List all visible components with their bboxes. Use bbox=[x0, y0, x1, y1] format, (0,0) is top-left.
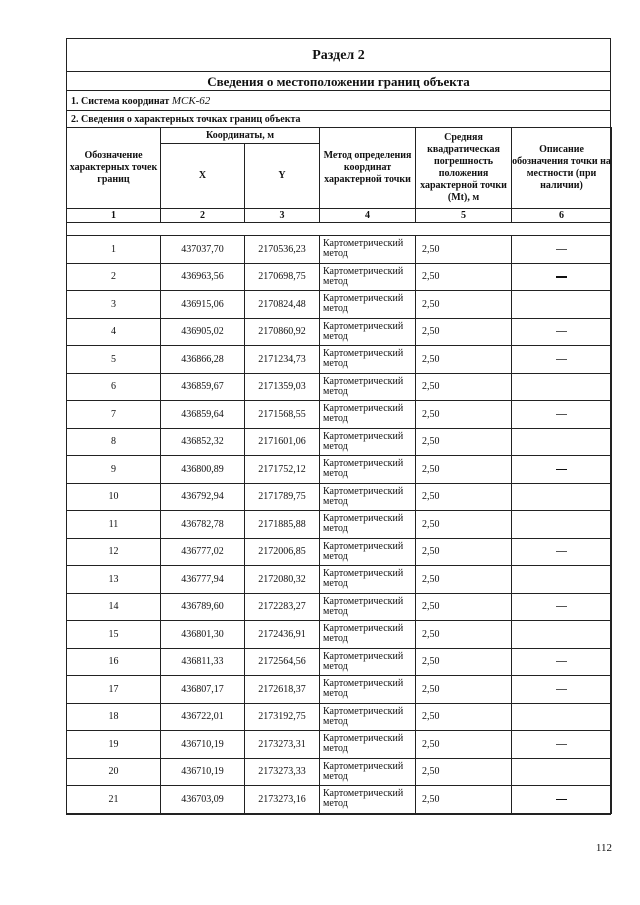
point-number: 17 bbox=[67, 676, 161, 704]
table-row bbox=[67, 263, 612, 291]
coord-y: 2171234,73 bbox=[245, 346, 320, 374]
error-cell: 2,50 bbox=[416, 648, 512, 676]
point-number: 5 bbox=[67, 346, 161, 374]
point-number: 19 bbox=[67, 731, 161, 759]
dash-mark bbox=[556, 414, 567, 415]
table-row bbox=[67, 401, 612, 429]
description-cell bbox=[512, 786, 612, 814]
dash-mark bbox=[556, 469, 567, 471]
section-title: Раздел 2 bbox=[67, 39, 610, 72]
description-cell bbox=[512, 511, 612, 539]
description-cell bbox=[512, 566, 612, 594]
coord-x: 436789,60 bbox=[161, 593, 245, 621]
method-cell: Картометрический метод bbox=[320, 236, 416, 264]
error-cell: 2,50 bbox=[416, 318, 512, 346]
point-number: 15 bbox=[67, 621, 161, 649]
coord-y: 2172080,32 bbox=[245, 566, 320, 594]
coord-system-value: МСК-62 bbox=[171, 95, 211, 107]
coord-x: 436801,30 bbox=[161, 621, 245, 649]
method-cell: Картометрический метод bbox=[320, 703, 416, 731]
description-cell bbox=[512, 731, 612, 759]
error-cell: 2,50 bbox=[416, 703, 512, 731]
header-y: Y bbox=[245, 144, 320, 209]
dash-mark bbox=[556, 331, 567, 332]
description-cell bbox=[512, 428, 612, 456]
method-cell: Картометрический метод bbox=[320, 401, 416, 429]
table-row bbox=[67, 538, 612, 566]
coord-y: 2171568,55 bbox=[245, 401, 320, 429]
description-cell bbox=[512, 236, 612, 264]
col-number-4: 4 bbox=[320, 209, 416, 223]
description-cell bbox=[512, 648, 612, 676]
error-cell: 2,50 bbox=[416, 483, 512, 511]
point-number: 12 bbox=[67, 538, 161, 566]
method-cell: Картометрический метод bbox=[320, 318, 416, 346]
method-cell: Картометрический метод bbox=[320, 731, 416, 759]
point-number: 1 bbox=[67, 236, 161, 264]
coord-x: 436800,89 bbox=[161, 456, 245, 484]
method-cell: Картометрический метод bbox=[320, 566, 416, 594]
page-number: 112 bbox=[595, 842, 612, 854]
description-cell bbox=[512, 456, 612, 484]
coord-y: 2171601,06 bbox=[245, 428, 320, 456]
method-cell: Картометрический метод bbox=[320, 648, 416, 676]
coord-x: 436859,67 bbox=[161, 373, 245, 401]
coord-x: 436859,64 bbox=[161, 401, 245, 429]
coord-y: 2173273,33 bbox=[245, 758, 320, 786]
method-cell: Картометрический метод bbox=[320, 263, 416, 291]
method-cell: Картометрический метод bbox=[320, 511, 416, 539]
description-cell bbox=[512, 538, 612, 566]
coord-x: 436915,06 bbox=[161, 291, 245, 319]
point-number: 20 bbox=[67, 758, 161, 786]
coord-y: 2172564,56 bbox=[245, 648, 320, 676]
description-cell bbox=[512, 758, 612, 786]
method-cell: Картометрический метод bbox=[320, 373, 416, 401]
method-cell: Картометрический метод bbox=[320, 428, 416, 456]
col-number-3: 3 bbox=[245, 209, 320, 223]
table-row bbox=[67, 758, 612, 786]
dash-mark bbox=[556, 359, 567, 360]
coord-y: 2173192,75 bbox=[245, 703, 320, 731]
error-cell: 2,50 bbox=[416, 401, 512, 429]
points-table bbox=[66, 127, 612, 814]
table-row bbox=[67, 483, 612, 511]
coord-x: 437037,70 bbox=[161, 236, 245, 264]
error-cell: 2,50 bbox=[416, 731, 512, 759]
error-cell: 2,50 bbox=[416, 511, 512, 539]
dash-mark bbox=[556, 661, 567, 662]
coord-y: 2170698,75 bbox=[245, 263, 320, 291]
header-x: X bbox=[161, 144, 245, 209]
coord-x: 436777,02 bbox=[161, 538, 245, 566]
col-number-5: 5 bbox=[416, 209, 512, 223]
table-row bbox=[67, 456, 612, 484]
table-row bbox=[67, 511, 612, 539]
point-number: 8 bbox=[67, 428, 161, 456]
error-cell: 2,50 bbox=[416, 676, 512, 704]
header-coordinates: Координаты, м bbox=[161, 128, 320, 144]
col-number-6: 6 bbox=[512, 209, 612, 223]
coord-system-line bbox=[67, 91, 610, 111]
error-cell: 2,50 bbox=[416, 263, 512, 291]
method-cell: Картометрический метод bbox=[320, 538, 416, 566]
dash-mark bbox=[556, 276, 567, 278]
point-number: 3 bbox=[67, 291, 161, 319]
coord-x: 436710,19 bbox=[161, 758, 245, 786]
table-row bbox=[67, 731, 612, 759]
coord-y: 2171359,03 bbox=[245, 373, 320, 401]
table-row bbox=[67, 566, 612, 594]
coord-x: 436710,19 bbox=[161, 731, 245, 759]
header-method: Метод определения координат характерной точки bbox=[320, 128, 416, 209]
coord-y: 2170824,48 bbox=[245, 291, 320, 319]
method-cell: Картометрический метод bbox=[320, 758, 416, 786]
section-subtitle: Сведения о местоположении границ объекта bbox=[67, 72, 610, 91]
method-cell: Картометрический метод bbox=[320, 676, 416, 704]
description-cell bbox=[512, 401, 612, 429]
point-number: 16 bbox=[67, 648, 161, 676]
description-cell bbox=[512, 483, 612, 511]
coord-y: 2171752,12 bbox=[245, 456, 320, 484]
table-row bbox=[67, 236, 612, 264]
method-cell: Картометрический метод bbox=[320, 346, 416, 374]
method-cell: Картометрический метод bbox=[320, 593, 416, 621]
coord-x: 436905,02 bbox=[161, 318, 245, 346]
dash-mark bbox=[556, 606, 567, 607]
error-cell: 2,50 bbox=[416, 428, 512, 456]
point-number: 7 bbox=[67, 401, 161, 429]
description-cell bbox=[512, 318, 612, 346]
coord-y: 2172618,37 bbox=[245, 676, 320, 704]
coord-x: 436963,56 bbox=[161, 263, 245, 291]
coord-y: 2171789,75 bbox=[245, 483, 320, 511]
table-row bbox=[67, 291, 612, 319]
table-row bbox=[67, 786, 612, 814]
coord-y: 2173273,16 bbox=[245, 786, 320, 814]
table-row bbox=[67, 346, 612, 374]
error-cell: 2,50 bbox=[416, 621, 512, 649]
description-cell bbox=[512, 346, 612, 374]
coord-system-label: 1. Система координат bbox=[71, 96, 170, 107]
method-cell: Картометрический метод bbox=[320, 786, 416, 814]
description-cell bbox=[512, 373, 612, 401]
dash-mark bbox=[556, 551, 567, 552]
error-cell: 2,50 bbox=[416, 786, 512, 814]
dash-mark bbox=[556, 249, 567, 250]
coord-x: 436852,32 bbox=[161, 428, 245, 456]
point-number: 11 bbox=[67, 511, 161, 539]
spacer-row bbox=[67, 223, 612, 236]
table-row bbox=[67, 428, 612, 456]
error-cell: 2,50 bbox=[416, 236, 512, 264]
points-heading: 2. Сведения о характерных точках границ объекта bbox=[71, 114, 301, 125]
error-cell: 2,50 bbox=[416, 538, 512, 566]
point-number: 4 bbox=[67, 318, 161, 346]
coord-x: 436866,28 bbox=[161, 346, 245, 374]
description-cell bbox=[512, 676, 612, 704]
error-cell: 2,50 bbox=[416, 758, 512, 786]
description-cell bbox=[512, 703, 612, 731]
description-cell bbox=[512, 621, 612, 649]
document-frame bbox=[66, 38, 611, 815]
point-number: 10 bbox=[67, 483, 161, 511]
coord-y: 2173273,31 bbox=[245, 731, 320, 759]
coord-x: 436807,17 bbox=[161, 676, 245, 704]
coord-y: 2170536,23 bbox=[245, 236, 320, 264]
table-row bbox=[67, 593, 612, 621]
col-number-2: 2 bbox=[161, 209, 245, 223]
point-number: 18 bbox=[67, 703, 161, 731]
header-point-designation: Обозначение характерных точек границ bbox=[67, 128, 161, 209]
description-cell bbox=[512, 291, 612, 319]
table-row bbox=[67, 703, 612, 731]
description-cell bbox=[512, 593, 612, 621]
header-description: Описание обозначения точки на местности (при наличии) bbox=[512, 128, 612, 209]
error-cell: 2,50 bbox=[416, 373, 512, 401]
method-cell: Картометрический метод bbox=[320, 456, 416, 484]
error-cell: 2,50 bbox=[416, 566, 512, 594]
coord-y: 2171885,88 bbox=[245, 511, 320, 539]
dash-mark bbox=[556, 689, 567, 690]
error-cell: 2,50 bbox=[416, 291, 512, 319]
method-cell: Картометрический метод bbox=[320, 291, 416, 319]
col-number-1: 1 bbox=[67, 209, 161, 223]
coord-x: 436782,78 bbox=[161, 511, 245, 539]
coord-y: 2172436,91 bbox=[245, 621, 320, 649]
point-number: 2 bbox=[67, 263, 161, 291]
coord-y: 2172283,27 bbox=[245, 593, 320, 621]
error-cell: 2,50 bbox=[416, 593, 512, 621]
error-cell: 2,50 bbox=[416, 456, 512, 484]
table-row bbox=[67, 648, 612, 676]
coord-x: 436703,09 bbox=[161, 786, 245, 814]
point-number: 9 bbox=[67, 456, 161, 484]
table-row bbox=[67, 318, 612, 346]
point-number: 14 bbox=[67, 593, 161, 621]
method-cell: Картометрический метод bbox=[320, 621, 416, 649]
table-row bbox=[67, 676, 612, 704]
dash-mark bbox=[556, 799, 567, 801]
point-number: 21 bbox=[67, 786, 161, 814]
coord-x: 436722,01 bbox=[161, 703, 245, 731]
coord-x: 436811,33 bbox=[161, 648, 245, 676]
coord-y: 2172006,85 bbox=[245, 538, 320, 566]
coord-x: 436777,94 bbox=[161, 566, 245, 594]
coord-x: 436792,94 bbox=[161, 483, 245, 511]
description-cell bbox=[512, 263, 612, 291]
dash-mark bbox=[556, 744, 567, 745]
table-row bbox=[67, 373, 612, 401]
table-row bbox=[67, 621, 612, 649]
point-number: 13 bbox=[67, 566, 161, 594]
method-cell: Картометрический метод bbox=[320, 483, 416, 511]
point-number: 6 bbox=[67, 373, 161, 401]
error-cell: 2,50 bbox=[416, 346, 512, 374]
header-error: Средняя квадратическая погрешность положения характерной точки (Mt), м bbox=[416, 128, 512, 209]
coord-y: 2170860,92 bbox=[245, 318, 320, 346]
